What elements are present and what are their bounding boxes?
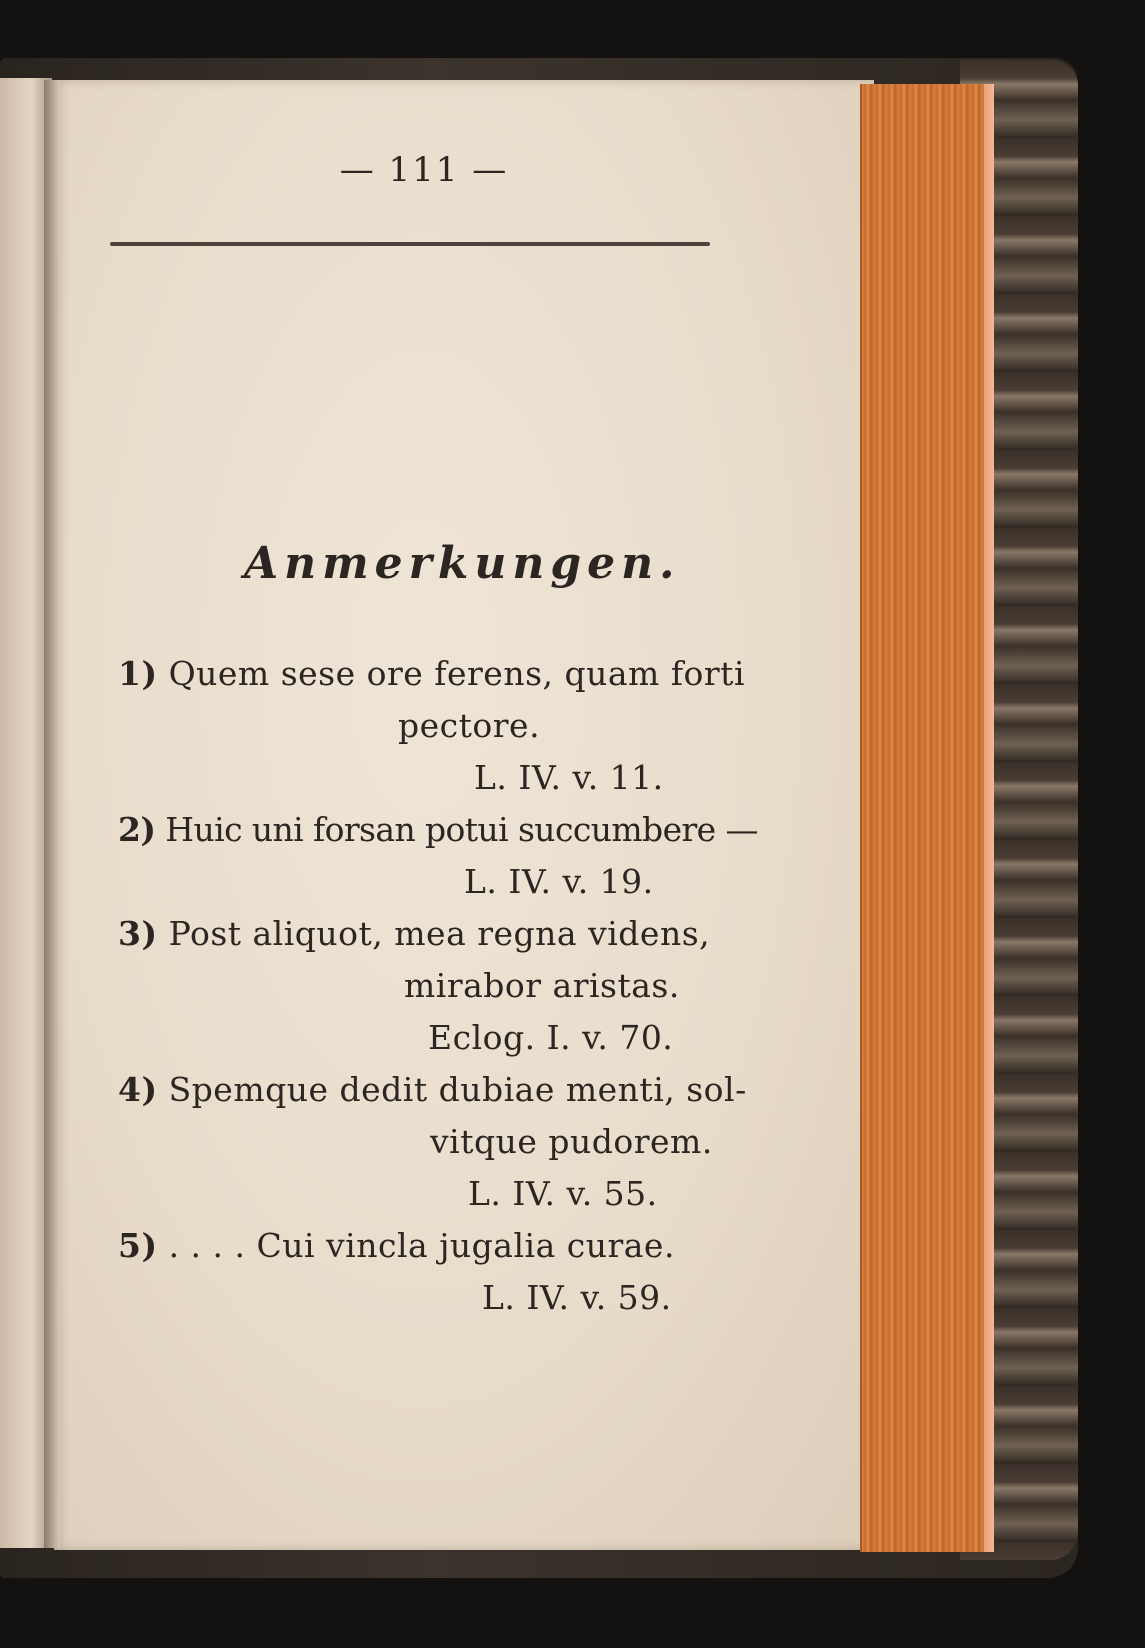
- note-2-line-1: [118, 810, 758, 849]
- note-5-citation: L. IV. v. 59.: [482, 1278, 672, 1317]
- note-3-citation: Eclog. I. v. 70.: [428, 1018, 674, 1057]
- note-text: Post aliquot, mea regna videns,: [168, 914, 711, 953]
- note-4-citation: L. IV. v. 55.: [468, 1174, 658, 1213]
- page-fore-edge: [860, 84, 994, 1552]
- note-text: Quem sese ore ferens, quam forti: [168, 654, 745, 693]
- note-3-line-2: mirabor aristas.: [404, 966, 680, 1005]
- note-4-line-2: vitque pudorem.: [430, 1122, 713, 1161]
- note-text: Huic uni forsan potui succumbere —: [165, 810, 758, 849]
- note-1-citation: L. IV. v. 11.: [474, 758, 664, 797]
- note-marker: 4): [118, 1070, 158, 1109]
- book-page: [54, 80, 874, 1550]
- note-3-line-1: [118, 914, 710, 953]
- note-marker: 1): [118, 654, 158, 693]
- note-text: Spemque dedit dubiae menti, sol-: [168, 1070, 747, 1109]
- book-gutter: [44, 80, 60, 1548]
- note-4-line-1: [118, 1070, 747, 1109]
- note-1-line-1: [118, 654, 745, 693]
- note-marker: 2): [118, 810, 156, 849]
- note-marker: 3): [118, 914, 158, 953]
- page-heading: Anmerkungen.: [244, 538, 681, 589]
- header-rule: [110, 242, 710, 246]
- page-number: — 111 —: [339, 150, 509, 190]
- note-5-line-1: [118, 1226, 675, 1265]
- note-text: . . . . Cui vincla jugalia curae.: [168, 1226, 675, 1265]
- note-2-citation: L. IV. v. 19.: [464, 862, 654, 901]
- note-1-line-2: pectore.: [398, 706, 541, 745]
- note-marker: 5): [118, 1226, 158, 1265]
